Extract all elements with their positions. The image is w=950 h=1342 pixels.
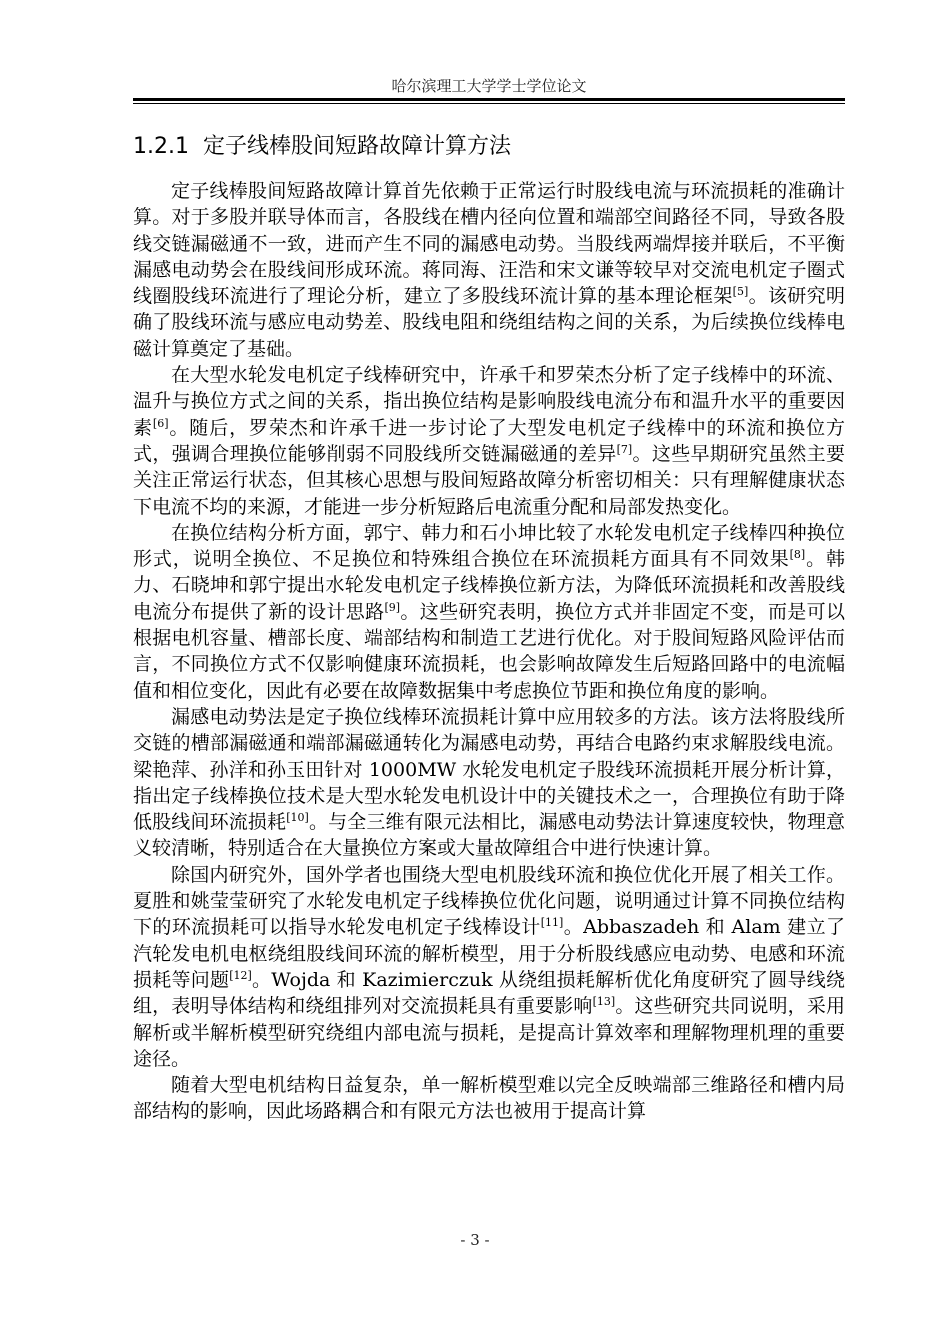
body-paragraph	[133, 1072, 845, 1125]
body-paragraph	[133, 704, 845, 862]
running-header: 哈尔滨理工大学学士学位论文	[391, 77, 587, 95]
body-paragraph	[133, 520, 845, 704]
text-run: 。这些研究共同说明，采用解析或半解析模型研究绕组内部电流与损耗，是提高计算效率和理解物理机理的重要途径。	[133, 995, 845, 1070]
body-paragraph	[133, 362, 845, 520]
text-run: 。该研究明确了股线环流与感应电动势差、股线电阻和绕组结构之间的关系，为后续换位线棒电磁计算奠定了基础。	[133, 285, 845, 360]
body-paragraph	[133, 862, 845, 1072]
text-run: 。随后，罗荣杰和许承千进一步讨论了大型发电机定子线棒中的环流和换位方式，强调合理换位能够削弱不同股线所交链漏磁通的差异	[133, 416, 845, 465]
body-paragraph	[133, 178, 845, 362]
text-run: 。这些早期研究虽然主要关注正常运行状态，但其核心思想与股间短路故障分析密切相关：只有理解健康状态下电流不均的来源，才能进一步分析短路后电流重分配和局部发热变化。	[133, 442, 845, 518]
text-run: 。Abbaszadeh 和 Alam 建立了汽轮发电机电枢绕组股线间环流的解析模型，用于分析股线感应电动势、电感和环流损耗等问题	[133, 916, 845, 991]
citation-ref: [12]	[229, 968, 252, 982]
text-run: 漏感电动势法是定子换位线棒环流损耗计算中应用较多的方法。该方法将股线所交链的槽部漏磁通和端部漏磁通转化为漏感电动势，再结合电路约束求解股线电流。梁艳萍、孙洋和孙玉田针对 1000MW 水轮发电机定子股线环流损耗开展分析计算，指出定子线棒换位技术是大型水轮发电机设计中的关键技术之一，合理换位有助于降低股线间环流损耗	[133, 705, 845, 834]
text-run: 除国内研究外，国外学者也围绕大型电机股线环流和换位优化开展了相关工作。夏胜和姚莹莹研究了水轮发电机定子线棒换位优化问题，说明通过计算不同换位结构下的环流损耗可以指导水轮发电机定子线棒设计	[133, 863, 845, 939]
header-rule-thin	[133, 103, 845, 104]
citation-ref: [5]	[732, 285, 749, 299]
citation-ref: [13]	[592, 995, 616, 1009]
text-run: 在换位结构分析方面，郭宁、韩力和石小坤比较了水轮发电机定子线棒四种换位形式，说明全换位、不足换位和特殊组合换位在环流损耗方面具有不同效果	[133, 521, 845, 571]
citation-ref: [10]	[286, 811, 309, 825]
citation-ref: [8]	[789, 548, 806, 562]
text-run: 。Wojda 和 Kazimierczuk 从绕组损耗解析优化角度研究了圆导线绕组，表明导体结构和绕组排列对交流损耗具有重要影响	[133, 968, 845, 1018]
citation-ref: [9]	[384, 600, 401, 614]
text-run: 。与全三维有限元法相比，漏感电动势法计算速度较快，物理意义较清晰，特别适合在大量换位方案或大量故障组合中进行快速计算。	[133, 811, 845, 860]
section-heading	[133, 131, 511, 163]
page-number: - 3 -	[460, 1231, 490, 1249]
text-run: 随着大型电机结构日益复杂，单一解析模型难以完全反映端部三维路径和槽内局部结构的影响，因此场路耦合和有限元方法也被用于提高计算	[133, 1074, 845, 1123]
text-run: 。这些研究表明，换位方式并非固定不变，而是可以根据电机容量、槽部长度、端部结构和制造工艺进行优化。对于股间短路风险评估而言，不同换位方式不仅影响健康环流损耗，也会影响故障发生后短路回路中的电流幅值和相位变化，因此有必要在故障数据集中考虑换位节距和换位角度的影响。	[133, 600, 845, 702]
citation-ref: [11]	[540, 916, 564, 930]
body-text	[133, 178, 845, 1125]
section-number: 1.2.1	[133, 134, 189, 159]
text-run: 。韩力、石晓坤和郭宁提出水轮发电机定子线棒换位新方法，为降低环流损耗和改善股线电流分布提供了新的设计思路	[133, 548, 845, 623]
text-run: 定子线棒股间短路故障计算首先依赖于正常运行时股线电流与环流损耗的准确计算。对于多股并联导体而言，各股线在槽内径向位置和端部空间路径不同，导致各股线交链漏磁通不一致，进而产生不同的漏感电动势。当股线两端焊接并联后，不平衡漏感电动势会在股线间形成环流。蒋同海、汪浩和宋文谦等较早对交流电机定子圈式线圈股线环流进行了理论分析，建立了多股线环流计算的基本理论框架	[133, 180, 845, 308]
citation-ref: [7]	[616, 442, 633, 456]
header-rule-thick	[133, 98, 845, 101]
citation-ref: [6]	[152, 416, 169, 430]
text-run: 在大型水轮发电机定子线棒研究中，许承千和罗荣杰分析了定子线棒中的环流、温升与换位方式之间的关系，指出换位结构是影响股线电流分布和温升水平的重要因素	[133, 364, 845, 439]
section-title-text: 定子线棒股间短路故障计算方法	[202, 134, 511, 159]
